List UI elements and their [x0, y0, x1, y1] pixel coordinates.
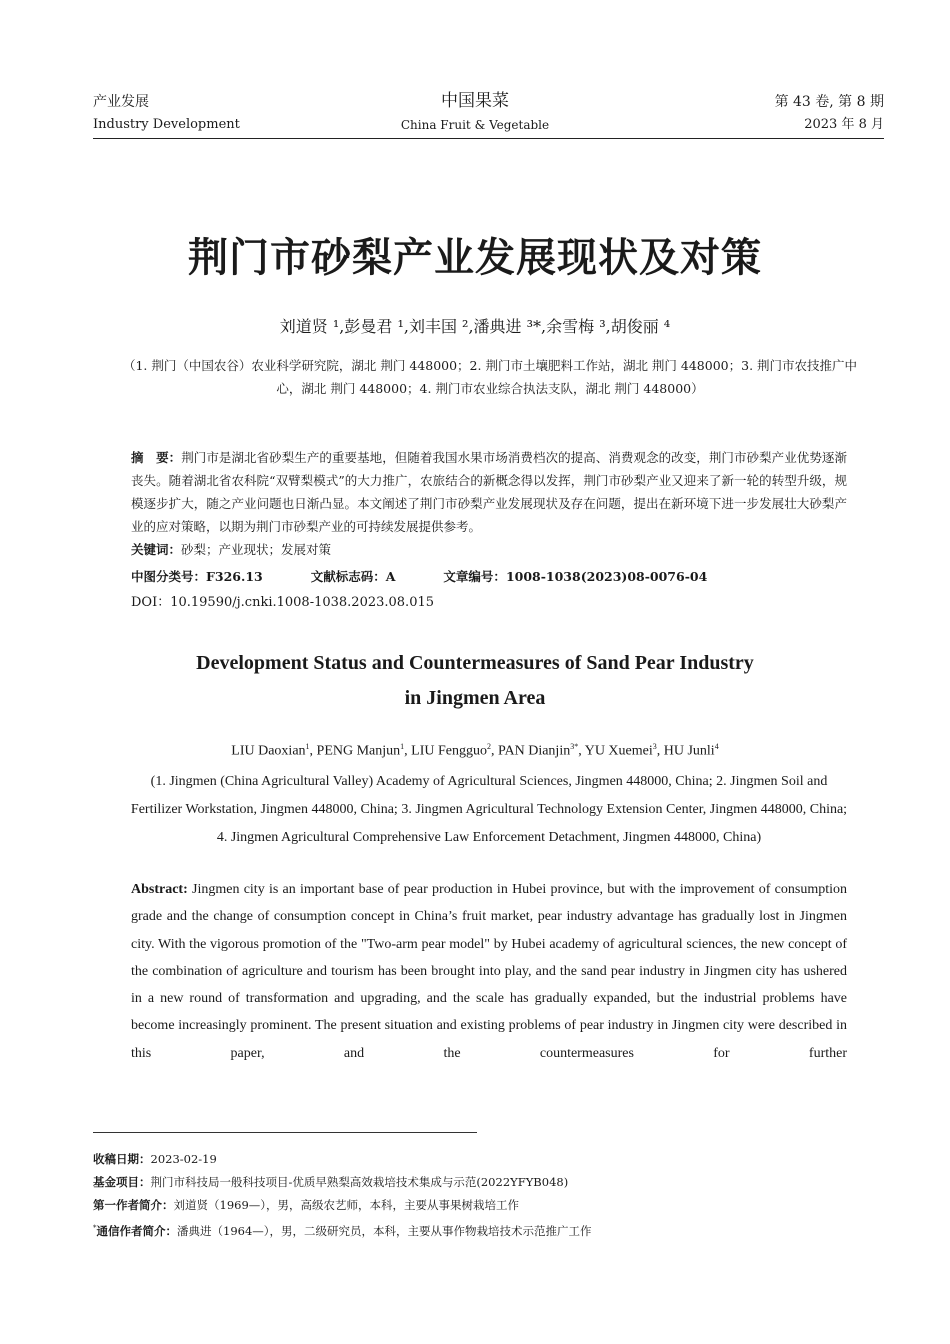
received-label: 收稿日期：: [93, 1152, 151, 1166]
doi: DOI：10.19590/j.cnki.1008-1038.2023.08.015: [131, 595, 435, 610]
abstract-cn: [131, 446, 847, 538]
header-section-en: Industry Development: [93, 117, 240, 132]
header-date: 2023 年 8 月: [804, 117, 884, 132]
author-en-name: LIU Fengguo: [411, 743, 487, 759]
doc-code-label: 文献标志码：: [310, 569, 386, 584]
journal-name-en: China Fruit & Vegetable: [400, 118, 550, 132]
footnote-received: [93, 1148, 893, 1171]
author-en-sup: 4: [714, 742, 719, 751]
author-en-name: PENG Manjun: [316, 743, 401, 759]
keywords-cn: [131, 540, 331, 560]
header-volume: 第 43 卷, 第 8 期: [774, 94, 884, 110]
header-section-cn: 产业发展: [93, 94, 149, 110]
title-cn: 荆门市砂梨产业发展现状及对策: [188, 235, 762, 281]
footnote-corresponding: [93, 1217, 893, 1243]
author-en-sup: 1: [400, 742, 405, 751]
author-en-name: PAN Dianjin: [498, 743, 571, 759]
corr-mark: *: [93, 1224, 97, 1232]
corr-label: 通信作者简介：: [96, 1223, 177, 1238]
received-date: 2023-02-19: [150, 1152, 217, 1166]
corr-text: 潘典进（1964—），男，二级研究员，本科，主要从事作物栽培技术示范推广工作: [177, 1223, 592, 1238]
header-issue: [775, 92, 884, 135]
title-en: [0, 646, 950, 716]
abstract-en-text: Jingmen city is an important base of pear production in Hubei province, but with the improvement of consumption grade and the change of consumption concept in China’s fruit market, pear industry advantage has gradually lost in Jingmen city. With the vigorous promotion of the "Two-arm pear model" by Hubei academy of agricultural sciences, the new concept of the combination of agriculture and tourism has been brought into play, and the sand pear industry in Jingmen city has ushered in a new round of transformation and upgrading, and the scale has gradually expanded, but the industrial problems have become increasingly prominent. The present situation and existing problems of pear industry in Jingmen city were described in this paper, and the countermeasures for further: [131, 882, 848, 1061]
title-en-line1: Development Status and Countermeasures of Sand Pear Industry: [196, 652, 754, 674]
article-number-value: 1008-1038(2023)08-0076-04: [505, 569, 708, 584]
doc-code-value: A: [385, 569, 396, 584]
title-en-line2: in Jingmen Area: [404, 687, 546, 709]
footnote-first-author: [93, 1194, 893, 1217]
footnotes: [93, 1148, 893, 1243]
affiliations-cn: （1. 荆门（中国农谷）农业科学研究院，湖北 荆门 448000；2. 荆门市土壤肥料工作站，湖北 荆门 448000；3. 荆门市农技推广中心，湖北 荆门 448000；4. 荆门市农业综合执法支队，湖北 荆门 448000）: [122, 358, 858, 396]
author-en-sup: 3*: [570, 742, 579, 751]
author-en-name: LIU Daoxian: [231, 743, 306, 759]
first-author-text: 刘道贤（1969—），男，高级农艺师，本科，主要从事果树栽培工作: [173, 1198, 520, 1212]
fund-label: 基金项目：: [93, 1175, 151, 1189]
journal-name-cn: 中国果菜: [441, 91, 509, 111]
abstract-cn-text: 荆门市是湖北省砂梨生产的重要基地，但随着我国水果市场消费档次的提高、消费观念的改变，荆门市砂梨产业优势逐渐丧失。随着湖北省农科院“双臂梨模式”的大力推广，农旅结合的新概念得以发挥，荆门市砂梨产业又迎来了新一轮的转型升级，规模逐步扩大，随之产业问题也日渐凸显。本文阐述了荆门市砂梨产业发展现状及存在问题，提出在新环境下进一步发展壮大砂梨产业的应对策略，以期为荆门市砂梨产业的可持续发展提供参考。: [131, 450, 847, 534]
first-author-label: 第一作者简介：: [93, 1198, 174, 1212]
author-en-name: HU Junli: [663, 743, 715, 759]
classification: [131, 567, 707, 587]
article-number-label: 文章编号：: [443, 569, 506, 584]
clc-label: 中图分类号：: [131, 569, 207, 584]
authors-en: LIU Daoxian$^1$, PENG Manjun$^1$, LIU Fengguo$^2$, PAN Dianjin$^{3*}$, YU Xuemei$^3$, HU Junli$^4$: [231, 742, 719, 759]
footnote-rule: [93, 1132, 477, 1133]
author-en-sup: 3: [652, 742, 657, 751]
abstract-en-label: Abstract:: [131, 882, 188, 897]
author-en-sup: 1: [305, 742, 310, 751]
author-en-sup: 2: [487, 742, 491, 751]
keywords-cn-label: 关键词：: [131, 542, 182, 557]
authors-cn: 刘道贤 ¹,彭曼君 ¹,刘丰国 ²,潘典进 ³*,余雪梅 ³,胡俊丽 ⁴: [279, 317, 671, 336]
affiliations-en: (1. Jingmen (China Agricultural Valley) Academy of Agricultural Sciences, Jingmen 448000, China; 2. Jingmen Soil and Fertilizer Workstation, Jingmen 448000, China; 3. Jingmen Agricultural Technology Extension Center, Jingmen 448000, China; 4. Jingmen Agricultural Comprehensive Law Enforcement Detachment, Jingmen 448000, China): [130, 774, 848, 845]
header-rule: [93, 138, 884, 139]
author-en-name: YU Xuemei: [584, 743, 653, 759]
clc-value: F326.13: [206, 569, 263, 584]
keywords-cn-text: 砂梨；产业现状；发展对策: [181, 542, 332, 557]
footnote-fund: [93, 1171, 893, 1194]
abstract-en: [131, 876, 847, 1067]
abstract-cn-label: 摘 要：: [131, 450, 182, 465]
fund-text: 荆门市科技局一般科技项目-优质早熟梨高效栽培技术集成与示范(2022YFYB048): [150, 1175, 569, 1189]
